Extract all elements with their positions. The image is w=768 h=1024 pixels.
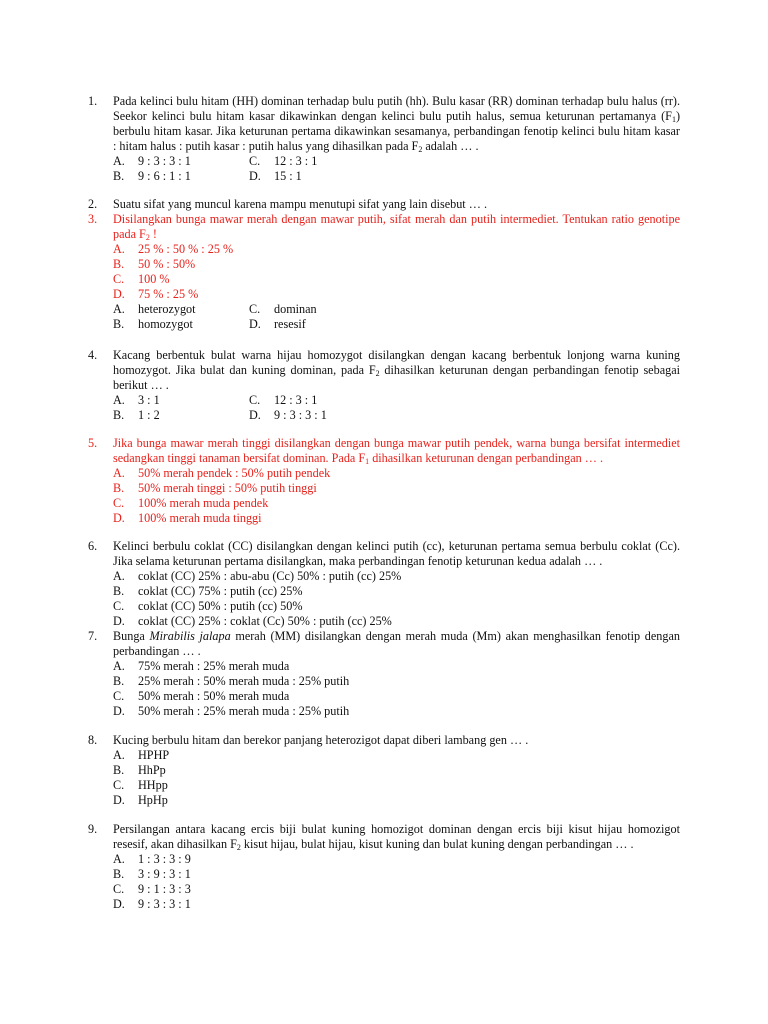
question-number: 1. [88, 94, 98, 108]
question-8 [88, 733, 680, 808]
option-c: C. 12 : 3 : 1 [249, 393, 318, 407]
question-2 [88, 197, 680, 212]
option-a: A. 50% merah pendek : 50% putih pendek [113, 466, 331, 480]
question-text: Kacang berbentuk bulat warna hijau homozygot disilangkan dengan kacang berbentuk lonjong warna kuning homozygot. Jika bulat dan kuning dominan, pada $F_2$ dihasilkan keturunan dengan perbandingan fenotip sebagai berikut … . [113, 348, 680, 392]
question-number: 4. [88, 348, 98, 362]
option-a: A. 75% merah : 25% merah muda [113, 659, 290, 673]
answer-options [113, 659, 680, 719]
option-b: B. 50% merah tinggi : 50% putih tinggi [113, 481, 317, 495]
question-1 [88, 94, 680, 184]
option-d: D. coklat (CC) 25% : coklat (Cc) 50% : putih (cc) 25% [113, 614, 392, 628]
question-number: 5. [88, 436, 98, 450]
option-a: A. 9 : 3 : 3 : 1 [113, 154, 191, 168]
option-c: C. 12 : 3 : 1 [249, 154, 318, 168]
question-text: Pada kelinci bulu hitam (HH) dominan terhadap bulu putih (hh). Bulu kasar (RR) dominan terhadap bulu halus (rr). Seekor kelinci bulu hitam kasar dikawinkan dengan kelinci bulu putih halus, semua keturunan pertamanya $(F_1)$ berbulu hitam kasar. Jika keturunan pertama dikawinkan sesamanya, perbandingan fenotip kelinci bulu hitam kasar : hitam halus : putih kasar : putih halus yang dihasilkan pada $F_2$ adalah … . [113, 94, 680, 154]
question-7 [88, 629, 680, 719]
option-d: D. resesif [249, 317, 306, 331]
answer-options [113, 569, 680, 629]
option-d: D. HpHp [113, 793, 168, 807]
question-5 [88, 436, 680, 526]
option-c: C. HHpp [113, 778, 168, 792]
option-d: D. 9 : 3 : 3 : 1 [249, 408, 327, 422]
option-a: A. HPHP [113, 748, 170, 762]
question-number: 9. [88, 822, 98, 836]
option-b: B. HhPp [113, 763, 166, 777]
option-b: B. homozygot [113, 317, 193, 331]
option-b: B. 1 : 2 [113, 408, 160, 422]
question-text: Jika bunga mawar merah tinggi disilangkan dengan bunga mawar putih pendek, warna bunga bersifat intermediet sedangkan tinggi tanaman bersifat dominan. Pada $F_1$ dihasilkan keturunan dengan perbandingan … . [113, 436, 680, 466]
option-d: D. 50% merah : 25% merah muda : 25% putih [113, 704, 350, 718]
answer-options [113, 154, 680, 184]
option-b: B. 25% merah : 50% merah muda : 25% putih [113, 674, 350, 688]
question-text: Bunga Mirabilis jalapa merah (MM) disilangkan dengan merah muda (Mm) akan menghasilkan fenotip dengan perbandingan … . [113, 629, 680, 658]
question-text: Kelinci berbulu coklat (CC) disilangkan dengan kelinci putih (cc), keturunan pertama semua berbulu coklat (Cc). Jika selama keturunan pertama disilangkan, maka perbandingan fenotip keturunan kedua adalah … . [113, 539, 680, 568]
option-b: B. 9 : 6 : 1 : 1 [113, 169, 191, 183]
question-6 [88, 539, 680, 629]
option-b: B. coklat (CC) 75% : putih (cc) 25% [113, 584, 303, 598]
option-c: C. 50% merah : 50% merah muda [113, 689, 290, 703]
option-c: C. coklat (CC) 50% : putih (cc) 50% [113, 599, 303, 613]
option-d: D. 9 : 3 : 3 : 1 [113, 897, 191, 911]
answer-options [113, 748, 680, 808]
option-d: D. 100% merah muda tinggi [113, 511, 262, 525]
question-text: Suatu sifat yang muncul karena mampu menutupi sifat yang lain disebut … . [113, 197, 488, 211]
answer-options [113, 302, 680, 332]
question-3 [88, 212, 680, 332]
question-number: 8. [88, 733, 98, 747]
option-a: A. 25 % : 50 % : 25 % [113, 242, 234, 256]
option-a: A. coklat (CC) 25% : abu-abu (Cc) 50% : putih (cc) 25% [113, 569, 402, 583]
option-b: B. 3 : 9 : 3 : 1 [113, 867, 191, 881]
question-4 [88, 348, 680, 423]
question-text: Persilangan antara kacang ercis biji bulat kuning homozigot dominan dengan ercis biji kisut hijau homozigot resesif, akan dihasilkan $F_2$ kisut hijau, bulat hijau, kisut kuning dan bulat kuning dengan perbandingan … . [113, 822, 680, 852]
option-b: B. 50 % : 50% [113, 257, 196, 271]
answer-options-red [113, 242, 680, 302]
option-d: D. 15 : 1 [249, 169, 302, 183]
option-c: C. dominan [249, 302, 317, 316]
option-a: A. 1 : 3 : 3 : 9 [113, 852, 191, 866]
option-d: D. 75 % : 25 % [113, 287, 199, 301]
answer-options [113, 466, 680, 526]
answer-options [113, 393, 680, 423]
question-number: 6. [88, 539, 98, 553]
answer-options [113, 852, 680, 912]
question-number: 7. [88, 629, 98, 643]
question-number: 2. [88, 197, 98, 211]
question-9 [88, 822, 680, 912]
question-number: 3. [88, 212, 98, 226]
option-a: A. heterozygot [113, 302, 196, 316]
question-text: Kucing berbulu hitam dan berekor panjang heterozigot dapat diberi lambang gen … . [113, 733, 529, 747]
option-a: A. 3 : 1 [113, 393, 160, 407]
option-c: C. 100% merah muda pendek [113, 496, 269, 510]
option-c: C. 9 : 1 : 3 : 3 [113, 882, 191, 896]
question-text: Disilangkan bunga mawar merah dengan mawar putih, sifat merah dan putih intermediet. Tentukan ratio genotipe pada $F_2$ ! [113, 212, 680, 242]
option-c: C. 100 % [113, 272, 170, 286]
